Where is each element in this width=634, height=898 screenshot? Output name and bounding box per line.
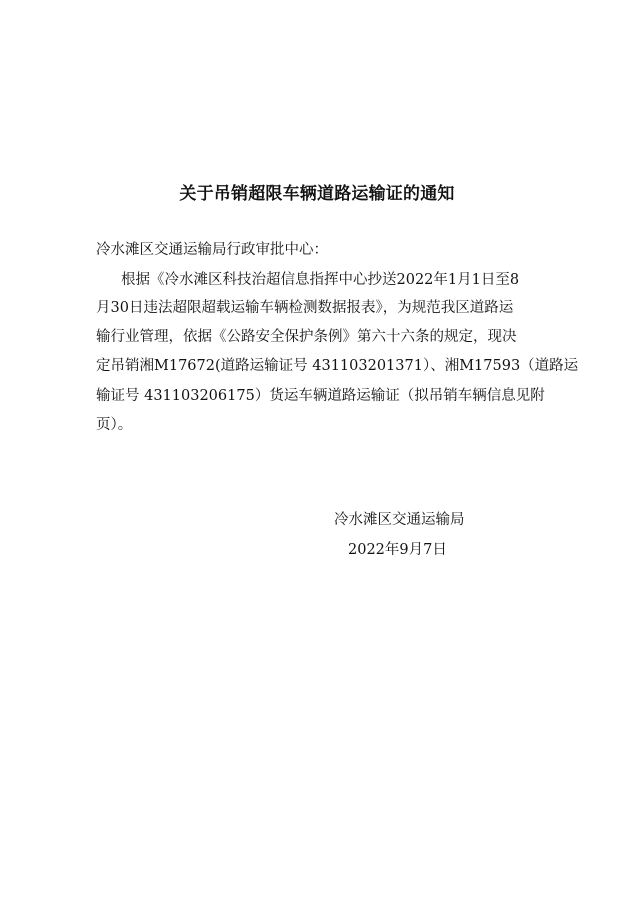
issuer-signature: 冷水滩区交通运输局 [334,512,465,528]
body-line-1: 根据《冷水滩区科技治超信息指挥中心抄送2022年1月1日至8 [121,272,520,288]
body-line-5: 输证号 431103206175）货运车辆道路运输证（拟吊销车辆信息见附 [96,388,545,404]
body-line-6: 页）。 [96,417,133,433]
notice-title: 关于吊销超限车辆道路运输证的通知 [179,184,455,204]
body-line-2: 月30日违法超限超载运输车辆检测数据报表》，为规范我区道路运 [96,300,514,316]
recipient-line: 冷水滩区交通运输局行政审批中心： [96,242,328,258]
body-line-4: 定吊销湘M17672(道路运输证号 431103201371）、湘M17593（道路运 [96,358,579,374]
issue-date: 2022年9月7日 [348,542,447,558]
body-line-3: 输行业管理，依据《公路安全保护条例》第六十六条的规定，现决 [96,329,517,345]
